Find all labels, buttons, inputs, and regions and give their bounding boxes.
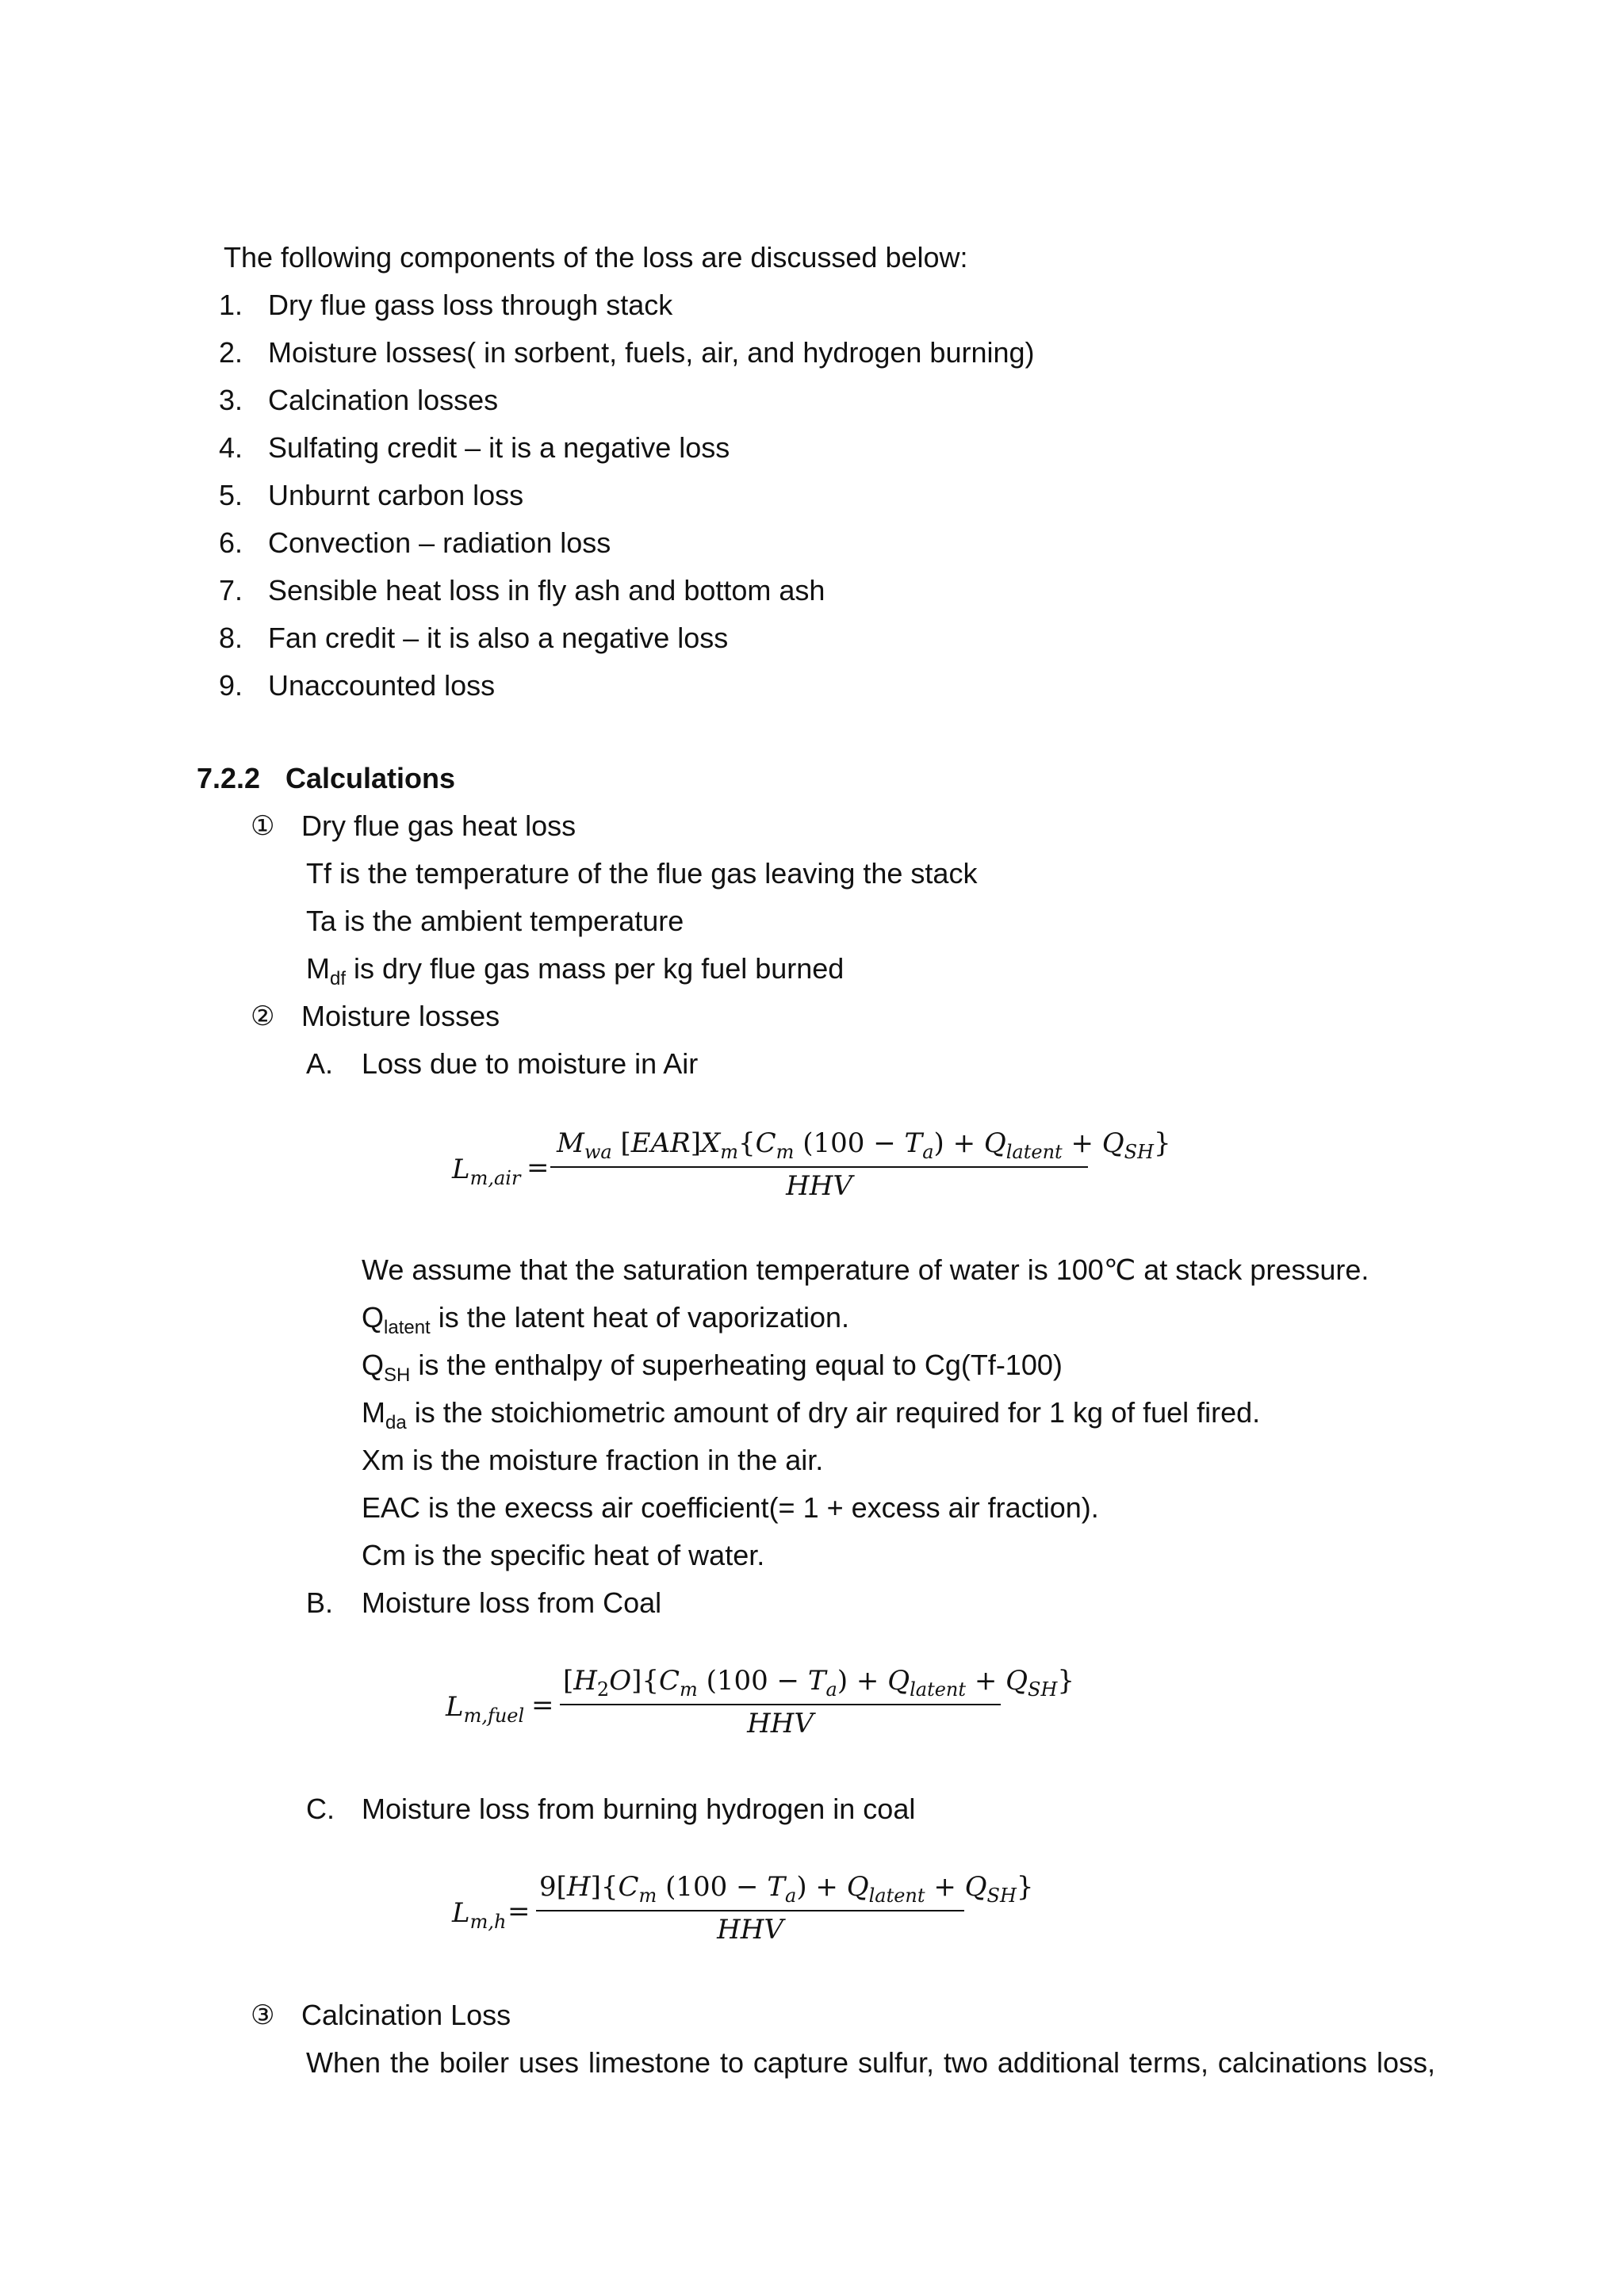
formula-numerator: $9[H]\{C_m$ $(100 - T_a) + Q_{latent} + Q_{SH}$} (539, 1871, 1034, 1907)
equals-sign: = (531, 1689, 554, 1721)
symbol-subscript: df (330, 968, 347, 989)
symbol-subscript: latent (384, 1317, 431, 1338)
list-item: Sensible heat loss in fly ash and bottom ash (268, 574, 825, 607)
formula-denominator: HHV (786, 1170, 852, 1202)
list-number: 6. (219, 526, 243, 559)
list-item: Fan credit – it is also a negative loss (268, 622, 729, 654)
formula-lhs: $L_{m,air}$ (452, 1154, 521, 1189)
item-title: Calcination Loss (301, 1999, 511, 2031)
section-title: Calculations (285, 762, 456, 794)
note-line (362, 1300, 850, 1338)
symbol-base: Q (362, 1301, 385, 1334)
note-text: is the enthalpy of superheating equal to Cg(Tf-100) (410, 1349, 1063, 1381)
intro-text: The following components of the loss are discussed below: (224, 241, 968, 274)
note-line: We assume that the saturation temperature of water is 100℃ at stack pressure. (362, 1253, 1369, 1286)
list-item: Unburnt carbon loss (268, 479, 524, 511)
symbol-subscript: SH (384, 1364, 411, 1386)
note-line (362, 1395, 1261, 1433)
formula-numerator: $[H_2O]\{C_m$ $(100 - T_a) + Q_{latent} + Q_{SH}$} (563, 1665, 1075, 1701)
equals-sign: = (527, 1152, 550, 1184)
formula-numerator: $M_{wa}$ $[EAR]X_m\{C_m$ $(100 - T_a) + Q_{latent} + Q_{SH}$} (557, 1127, 1171, 1163)
formula-lhs: $L_{m,fuel}$ (446, 1691, 525, 1727)
sub-letter: C. (306, 1793, 335, 1825)
list-item: Moisture losses( in sorbent, fuels, air, and hydrogen burning) (268, 336, 1035, 369)
sub-letter: A. (306, 1047, 334, 1080)
list-number: 3. (219, 384, 243, 416)
list-number: 2. (219, 336, 243, 369)
definition-line: Ta is the ambient temperature (306, 905, 684, 937)
circled-marker: ② (251, 1001, 275, 1032)
fraction-bar (550, 1166, 1088, 1168)
list-item: Convection – radiation loss (268, 526, 611, 559)
list-item: Dry flue gass loss through stack (268, 289, 673, 321)
definition-text: is dry flue gas mass per kg fuel burned (346, 952, 845, 985)
list-number: 5. (219, 479, 243, 511)
note-line (362, 1348, 1063, 1386)
sub-title: Loss due to moisture in Air (362, 1047, 699, 1080)
list-item: Calcination losses (268, 384, 499, 416)
note-text: is the stoichiometric amount of dry air required for 1 kg of fuel fired. (406, 1396, 1261, 1429)
formula-lhs: $L_{m,h}$ (452, 1897, 507, 1933)
note-line: Xm is the moisture fraction in the air. (362, 1444, 824, 1476)
symbol-base: M (306, 952, 330, 985)
definition-line (306, 951, 845, 989)
sub-title: Moisture loss from Coal (362, 1586, 662, 1619)
fraction-bar (536, 1910, 964, 1911)
note-line: Cm is the specific heat of water. (362, 1539, 765, 1571)
formula-denominator: HHV (747, 1708, 814, 1739)
note-line: EAC is the execss air coefficient(= 1 + excess air fraction). (362, 1491, 1099, 1524)
list-number: 1. (219, 289, 243, 321)
note-text: is the latent heat of vaporization. (430, 1301, 850, 1334)
symbol-subscript: da (385, 1412, 407, 1433)
item-title: Moisture losses (301, 1000, 500, 1032)
section-number: 7.2.2 (197, 762, 261, 794)
list-number: 7. (219, 574, 243, 607)
list-item: Sulfating credit – it is a negative loss (268, 431, 730, 464)
paragraph-text: When the boiler uses limestone to capture sulfur, two additional terms, calcinations loss, (306, 2046, 1435, 2079)
circled-marker: ① (251, 810, 275, 842)
definition-line: Tf is the temperature of the flue gas leaving the stack (306, 857, 978, 890)
list-number: 9. (219, 669, 243, 702)
symbol-base: Q (362, 1349, 385, 1381)
list-number: 8. (219, 622, 243, 654)
symbol-base: M (362, 1396, 385, 1429)
sub-letter: B. (306, 1586, 334, 1619)
list-number: 4. (219, 431, 243, 464)
equals-sign: = (508, 1896, 530, 1927)
item-title: Dry flue gas heat loss (301, 809, 576, 842)
list-item: Unaccounted loss (268, 669, 496, 702)
sub-title: Moisture loss from burning hydrogen in coal (362, 1793, 916, 1825)
circled-marker: ③ (251, 1999, 275, 2031)
fraction-bar (560, 1704, 1001, 1705)
formula-denominator: HHV (717, 1914, 783, 1946)
